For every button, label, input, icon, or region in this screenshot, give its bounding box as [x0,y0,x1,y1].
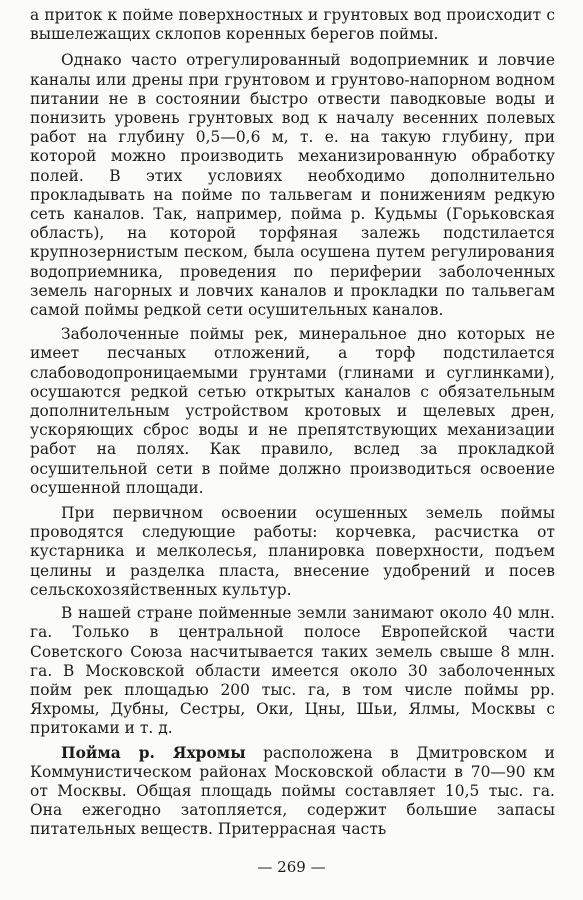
paragraph-drainage-methods: Однако часто отрегулированный водоприемник и ловчие каналы или дрены при грунтовом и грунтово-напорном водном питании не в состоянии быстро отвести паводковые воды и понизить уровень грунтовых вод к началу весенних полевых работ на глубину 0,5—0,6 м, т. е. на такую глубину, при которой можно производить механизированную обработку полей. В этих условиях необходимо дополнительно прокладывать на пойме по тальвегам и понижениям редкую сеть каналов. Так, например, пойма р. Кудьмы (Горьковская область), на которой торфяная залежь подстилается крупнозернистым песком, была осушена путем регулирования водоприемника, проведения по периферии заболоченных земель нагорных и ловчих каналов и прокладки по тальвегам самой поймы редкой сети осушительных каналов. [30,51,555,320]
paragraph-continuation: а приток к пойме поверхностных и грунтовых вод происходит с вышележащих склопов коренных берегов поймы. [30,6,555,44]
paragraph-lead-term: Пойма р. Яхромы [61,743,246,762]
body-text [30,6,555,840]
paragraph-waterlogged-floodplains: Заболоченные поймы рек, минеральное дно которых не имеет песчаных отложений, а торф подстилается слабоводопроницаемыми грунтами (глинами и суглинками), осушаются редкой сетью открытых каналов с обязательным дополнительным устройством кротовых и щелевых дрен, ускоряющих сброс воды и не препятствующих механизации работ на полях. Как правило, вслед за прокладкой осушительной сети в пойме должно производиться освоение осушенной площади. [30,325,555,497]
page-number: — 269 — [257,858,326,876]
paragraph-floodplain-area: В нашей стране пойменные земли занимают около 40 млн. га. Только в центральной полосе Европейской части Советского Союза насчитывается таких земель свыше 8 млн. га. В Московской области имеется около 30 заболоченных пойм рек площадью 200 тыс. га, в том числе поймы рр. Яхромы, Дубны, Сестры, Оки, Цны, Шьи, Ялмы, Москвы с притоками и т. д. [30,604,555,738]
paragraph-primary-development: При первичном освоении осушенных земель поймы проводятся следующие работы: корчевка, расчистка от кустарника и мелколесья, планировка поверхности, подъем целины и разделка пласта, внесение удобрений и посев сельскохозяйственных культур. [30,504,555,599]
paragraph-yakhroma [30,744,555,840]
paragraph-yakhroma-text: расположена в Дмитровском и Коммунистическом районах Московской области в 70—90 км от Москвы. Общая площадь поймы составляет 10,5 тыс. га. Она ежегодно затопляется, содержит большие запасы питательных веществ. Притеррасная часть [30,743,555,839]
